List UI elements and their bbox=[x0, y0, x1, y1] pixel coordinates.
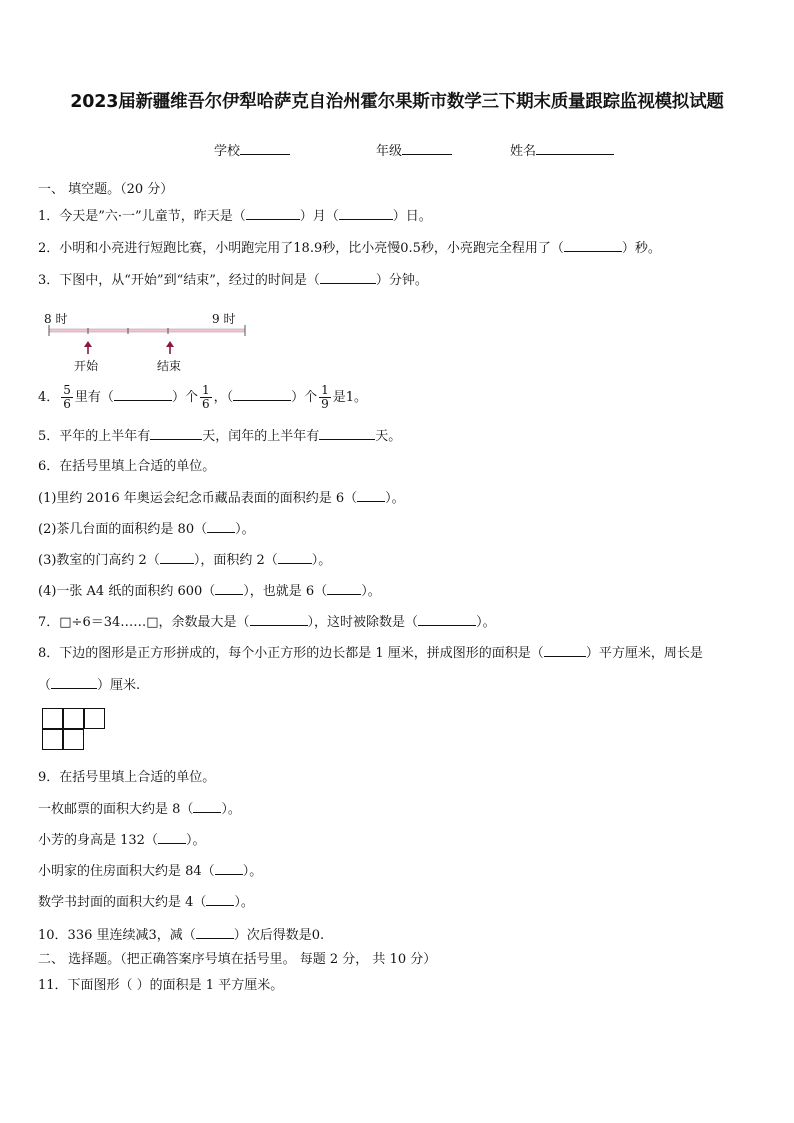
school-blank[interactable] bbox=[240, 142, 290, 155]
q9-p4-text-a: 数学书封面的面积大约是 4（ bbox=[38, 895, 207, 910]
q8-text-c: （ bbox=[38, 678, 52, 693]
q7-text-b: ），这时被除数是（ bbox=[307, 615, 419, 630]
q6-p1-text-b: ）。 bbox=[385, 491, 405, 506]
question-6-part-1 bbox=[38, 489, 405, 508]
question-6-part-4 bbox=[38, 582, 381, 601]
squares-figure bbox=[42, 708, 108, 754]
q9-p1-text-a: 一枚邮票的面积大约是 8（ bbox=[38, 802, 194, 817]
q1-blank-month[interactable] bbox=[246, 207, 300, 220]
q6-p3-text-a: (3)教室的门高约 2（ bbox=[38, 553, 160, 568]
q1-text-b: ）月（ bbox=[299, 209, 339, 224]
q4-text-c: ）个 bbox=[171, 390, 198, 405]
question-10 bbox=[38, 926, 324, 945]
q8-blank-perimeter[interactable] bbox=[51, 676, 97, 689]
question-8-line-2 bbox=[38, 676, 140, 695]
q4-blank-1[interactable] bbox=[114, 388, 172, 401]
q4-blank-2[interactable] bbox=[233, 388, 291, 401]
q6-p2-text-b: ）。 bbox=[235, 522, 255, 537]
question-3 bbox=[38, 271, 428, 290]
fraction-1-9 bbox=[319, 384, 331, 411]
q3-text-a: 3．下图中，从“开始”到“结束”，经过的时间是（ bbox=[38, 273, 320, 288]
q9-p2-text-b: ）。 bbox=[185, 833, 206, 848]
q5-text-b: 天，闰年的上半年有 bbox=[202, 429, 320, 444]
q6-p3-text-b: ），面积约 2（ bbox=[193, 553, 278, 568]
q8-text-a: 8．下边的图形是正方形拼成的，每个小正方形的边长都是 1 厘米，拼成图形的面积是（ bbox=[38, 646, 544, 661]
q5-blank-1[interactable] bbox=[150, 427, 202, 440]
q7-text-a: 7．□÷6＝34……□，余数最大是（ bbox=[38, 615, 250, 630]
question-9-stem: 9．在括号里填上合适的单位。 bbox=[38, 770, 216, 785]
timeline-start-hour: 8 时 bbox=[44, 312, 68, 326]
q5-blank-2[interactable] bbox=[319, 427, 375, 440]
q5-text-c: 天。 bbox=[375, 429, 402, 444]
timeline-end-hour: 9 时 bbox=[212, 312, 236, 326]
q4-text-d: ，（ bbox=[213, 390, 234, 405]
start-arrow-icon bbox=[84, 341, 92, 347]
timeline-bar bbox=[49, 329, 245, 332]
q1-text-c: ）日。 bbox=[392, 209, 432, 224]
name-field bbox=[510, 140, 614, 159]
question-9-part-2 bbox=[38, 831, 205, 850]
q6-p4-text-c: ）。 bbox=[361, 584, 381, 599]
q8-text-b: ）平方厘米，周长是 bbox=[585, 646, 703, 661]
fraction-numerator: 1 bbox=[201, 383, 210, 397]
question-4 bbox=[38, 380, 367, 416]
q9-p4-blank[interactable] bbox=[206, 893, 234, 906]
q6-p3-text-c: ）。 bbox=[311, 553, 332, 568]
q4-text-e: ）个 bbox=[291, 390, 318, 405]
school-field bbox=[214, 140, 290, 159]
timeline-figure bbox=[40, 308, 250, 378]
q6-p2-text-a: (2)茶几台面的面积约是 80（ bbox=[38, 522, 208, 537]
fraction-denominator: 6 bbox=[201, 397, 210, 411]
fraction-1-6 bbox=[200, 384, 212, 411]
q9-p3-blank[interactable] bbox=[215, 862, 243, 875]
q6-p1-blank[interactable] bbox=[357, 489, 385, 502]
q10-text-b: ）次后得数是0. bbox=[233, 928, 325, 943]
q6-p1-text-a: (1)里约 2016 年奥运会纪念币藏品表面的面积约是 6（ bbox=[38, 491, 358, 506]
name-label: 姓名 bbox=[510, 144, 537, 159]
q10-blank[interactable] bbox=[196, 926, 234, 939]
q3-text-b: ）分钟。 bbox=[375, 273, 428, 288]
q6-p4-text-b: ），也就是 6（ bbox=[243, 584, 328, 599]
question-6-stem: 6．在括号里填上合适的单位。 bbox=[38, 459, 216, 474]
q2-blank[interactable] bbox=[564, 239, 622, 252]
question-9-part-3 bbox=[38, 862, 262, 881]
q4-text-b: 里有（ bbox=[74, 390, 114, 405]
question-11: 11．下面图形（ ）的面积是 1 平方厘米。 bbox=[38, 978, 284, 993]
q4-text-a: 4． bbox=[38, 390, 60, 405]
square-cell bbox=[42, 708, 63, 729]
square-cell bbox=[84, 708, 105, 729]
grade-field bbox=[376, 140, 452, 159]
q6-p4-blank-2[interactable] bbox=[327, 582, 361, 595]
square-cell bbox=[42, 729, 63, 750]
q7-blank-1[interactable] bbox=[250, 613, 308, 626]
question-9-part-1 bbox=[38, 800, 241, 819]
question-5 bbox=[38, 427, 401, 446]
grade-label: 年级 bbox=[376, 144, 403, 159]
q7-text-c: ）。 bbox=[476, 615, 496, 630]
question-2 bbox=[38, 239, 661, 258]
section-choice-heading: 二、 选择题。（把正确答案序号填在括号里。 每题 2 分， 共 10 分） bbox=[38, 952, 437, 967]
q8-blank-area[interactable] bbox=[544, 644, 586, 657]
square-cell bbox=[63, 729, 84, 750]
q9-p1-text-b: ）。 bbox=[221, 802, 241, 817]
q6-p3-blank-2[interactable] bbox=[278, 551, 312, 564]
q9-p2-blank[interactable] bbox=[158, 831, 186, 844]
q4-text-f: 是1。 bbox=[332, 390, 368, 405]
q10-text-a: 10．336 里连续减3，减（ bbox=[38, 928, 196, 943]
grade-blank[interactable] bbox=[402, 142, 452, 155]
name-blank[interactable] bbox=[536, 142, 614, 155]
question-9-part-4 bbox=[38, 893, 254, 912]
fraction-numerator: 1 bbox=[321, 383, 329, 397]
section-fill-blank-heading: 一、 填空题。（20 分） bbox=[38, 182, 174, 197]
end-arrow-icon bbox=[166, 341, 174, 347]
q9-p1-blank[interactable] bbox=[193, 800, 221, 813]
exam-title: 2023届新疆维吾尔伊犁哈萨克自治州霍尔果斯市数学三下期末质量跟踪监视模拟试题 bbox=[70, 92, 724, 112]
q3-blank[interactable] bbox=[320, 271, 376, 284]
question-6-part-2 bbox=[38, 520, 255, 539]
q9-p2-text-a: 小芳的身高是 132（ bbox=[38, 833, 158, 848]
school-label: 学校 bbox=[214, 144, 241, 159]
question-1 bbox=[38, 207, 432, 226]
q1-text-a: 1．今天是”六·一”儿童节，昨天是（ bbox=[38, 209, 246, 224]
timeline-end-label: 结束 bbox=[157, 359, 182, 373]
fraction-numerator: 5 bbox=[63, 383, 71, 397]
q9-p4-text-b: ）。 bbox=[234, 895, 254, 910]
fraction-denominator: 6 bbox=[63, 397, 71, 411]
q6-p4-text-a: (4)一张 A4 纸的面积约 600（ bbox=[38, 584, 216, 599]
q5-text-a: 5．平年的上半年有 bbox=[38, 429, 151, 444]
q9-p3-text-b: ）。 bbox=[242, 864, 263, 879]
q2-text-a: 2．小明和小亮进行短跑比赛，小明跑完用了18.9秒，比小亮慢0.5秒，小亮跑完全程用了（ bbox=[38, 241, 564, 256]
question-6-part-3 bbox=[38, 551, 331, 570]
q6-p3-blank-1[interactable] bbox=[160, 551, 194, 564]
question-7 bbox=[38, 613, 496, 632]
fraction-denominator: 9 bbox=[321, 397, 329, 411]
square-cell bbox=[63, 708, 84, 729]
q2-text-b: ）秒。 bbox=[621, 241, 661, 256]
q9-p3-text-a: 小明家的住房面积大约是 84（ bbox=[38, 864, 215, 879]
fraction-5-6 bbox=[61, 384, 73, 411]
q1-blank-day[interactable] bbox=[339, 207, 393, 220]
question-8-line-1 bbox=[38, 644, 703, 663]
timeline-start-label: 开始 bbox=[74, 359, 99, 373]
q6-p4-blank-1[interactable] bbox=[215, 582, 243, 595]
q8-text-d: ）厘米. bbox=[97, 678, 141, 693]
q6-p2-blank[interactable] bbox=[207, 520, 235, 533]
q7-blank-2[interactable] bbox=[418, 613, 476, 626]
